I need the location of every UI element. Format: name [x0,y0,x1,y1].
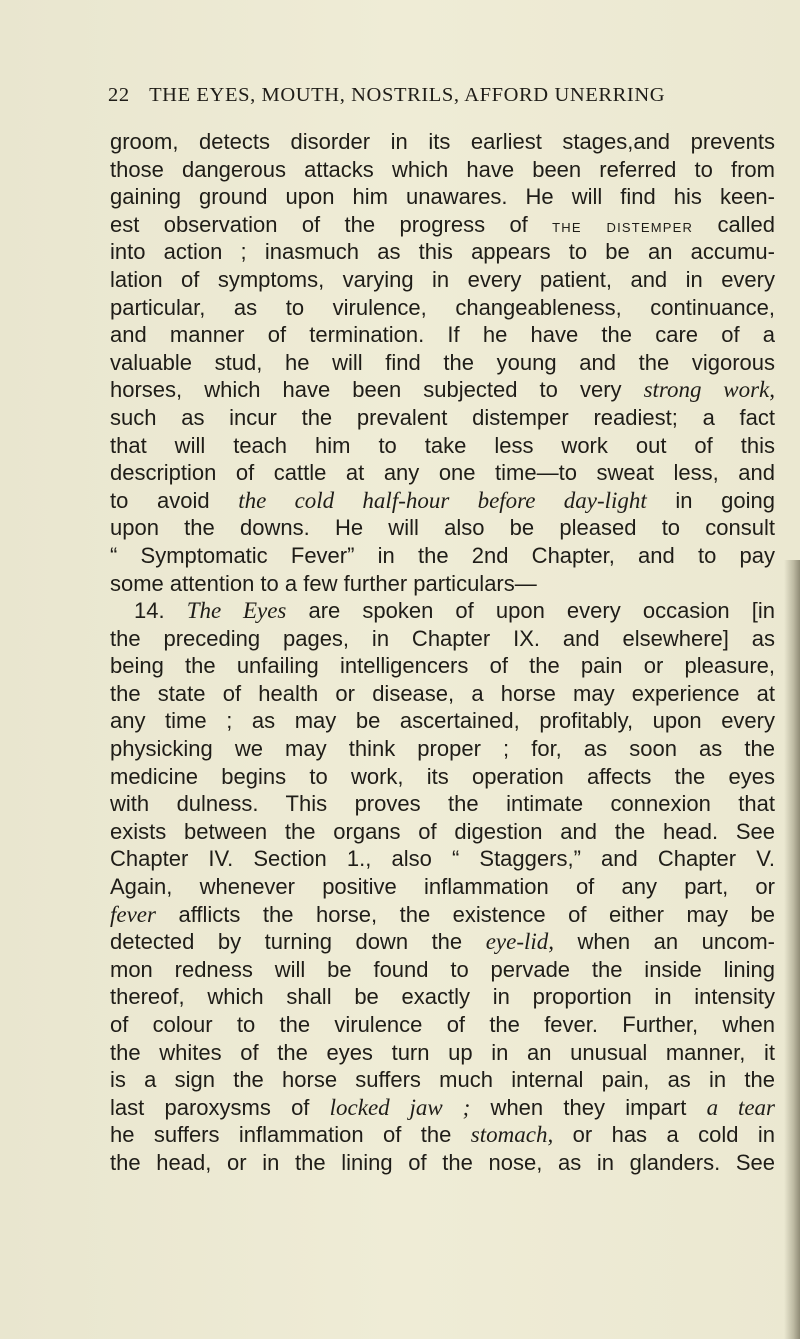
italic-text: a tear [706,1094,775,1120]
text-segment: such as incur the prevalent distemper readiest; a fact [110,404,775,430]
body-text [110,128,775,1177]
text-segment: mon redness will be found to pervade the inside lining [110,956,775,982]
text-segment: the preceding pages, in Chapter IX. and elsewhere] as [110,625,775,651]
text-segment: gaining ground upon him unawares. He will find his keen- [110,184,775,210]
text-segment: est observation of the progress of [110,211,553,237]
text-segment: “ Symptomatic Fever” in the 2nd Chapter, and to pay [110,542,775,568]
text-line [110,1066,775,1094]
text-line [110,1149,775,1177]
text-segment: with dulness. This proves the intimate connexion that [110,791,775,817]
running-head [108,84,768,114]
text-line [110,542,775,570]
text-line [110,1011,775,1039]
text-line [110,487,775,515]
text-line [110,570,775,598]
page-edge-shadow [784,560,800,1339]
italic-text: locked jaw ; [329,1094,471,1120]
text-line [110,404,775,432]
text-segment: last paroxysms of [110,1094,330,1120]
text-segment: valuable stud, he will find the young and the vigorous [110,349,775,375]
text-segment: groom, detects disorder in its earliest stages,and prevents [110,129,775,154]
text-segment: when an uncom- [554,929,775,955]
text-line [110,294,775,322]
text-line [110,321,775,349]
italic-text: The Eyes [186,598,287,624]
text-line [110,349,775,377]
text-segment: thereof, which shall be exactly in proportion in intensity [110,984,775,1010]
text-segment: is a sign the horse suffers much internal pain, as in the [110,1067,775,1093]
text-segment: horses, which have been subjected to very [110,377,644,403]
text-segment: any time ; as may be ascertained, profitably, upon every [110,708,775,734]
text-segment: the whites of the eyes turn up in an unusual manner, it [110,1039,775,1065]
text-line [110,211,775,239]
text-segment: description of cattle at any one time—to sweat less, and [110,460,775,486]
text-segment: physicking we may think proper ; for, as soon as the [110,736,775,762]
text-line [110,901,775,929]
text-line [110,928,775,956]
text-line [110,956,775,984]
text-line [110,983,775,1011]
text-line [110,376,775,404]
text-line [110,597,775,625]
italic-text: the cold half-hour before day-light [238,487,647,513]
text-segment: detected by turning down the [110,929,486,955]
text-segment: afflicts the horse, the existence of either may be [155,901,775,927]
text-line [110,238,775,266]
italic-text: eye-lid, [485,929,555,955]
text-line [110,128,775,156]
text-line [110,625,775,653]
text-line [110,790,775,818]
text-segment: and manner of termination. If he have the care of a [110,322,775,348]
text-segment: called [693,211,775,237]
text-line [110,652,775,680]
text-segment: medicine begins to work, its operation affects the eyes [110,763,775,789]
text-segment: that will teach him to take less work out of this [110,432,775,458]
text-segment: those dangerous attacks which have been referred to from [110,156,775,182]
text-line [110,514,775,542]
italic-text: stomach, [470,1122,554,1148]
text-segment: are spoken of upon every occasion [in [286,598,776,624]
text-line [110,707,775,735]
text-segment: of colour to the virulence of the fever. Further, when [110,1012,775,1037]
text-segment: exists between the organs of digestion and the head. See [110,818,775,844]
text-segment: or has a cold in [553,1122,775,1148]
text-segment: some attention to a few further particulars— [110,570,537,596]
text-segment: to avoid [110,487,239,513]
text-segment: into action ; inasmuch as this appears to be an accumu- [110,239,775,265]
text-line [110,873,775,901]
text-segment: he suffers inflammation of the [110,1122,471,1148]
text-segment: particular, as to virulence, changeableness, continuance, [110,294,775,320]
small-caps-text: the distemper [552,215,694,237]
italic-text: strong work, [643,377,775,403]
text-line [110,735,775,763]
text-segment: the state of health or disease, a horse may experience at [110,680,775,706]
text-segment: 14. [134,598,187,624]
text-segment: Chapter IV. Section 1., also “ Staggers,” and Chapter V. [110,846,775,872]
text-segment: upon the downs. He will also be pleased to consult [110,515,775,541]
italic-text: fever [110,901,156,927]
text-line [110,680,775,708]
text-segment: lation of symptoms, varying in every patient, and in every [110,266,775,292]
text-line [110,763,775,791]
page-number: 22 [108,84,130,106]
text-segment: Again, whenever positive inflammation of any part, or [110,874,775,900]
text-line [110,459,775,487]
text-line [110,818,775,846]
text-line [110,183,775,211]
text-segment: when they impart [470,1094,707,1120]
text-line [110,156,775,184]
text-line [110,1039,775,1067]
text-segment: the head, or in the lining of the nose, as in glanders. See [110,1149,775,1175]
text-line [110,266,775,294]
text-line [110,845,775,873]
text-line [110,1121,775,1149]
text-segment: in going [646,487,776,513]
text-segment: being the unfailing intelligencers of the pain or pleasure, [110,653,775,679]
text-line [110,432,775,460]
text-line [110,1094,775,1122]
running-title: THE EYES, MOUTH, NOSTRILS, AFFORD UNERRING [149,84,666,106]
